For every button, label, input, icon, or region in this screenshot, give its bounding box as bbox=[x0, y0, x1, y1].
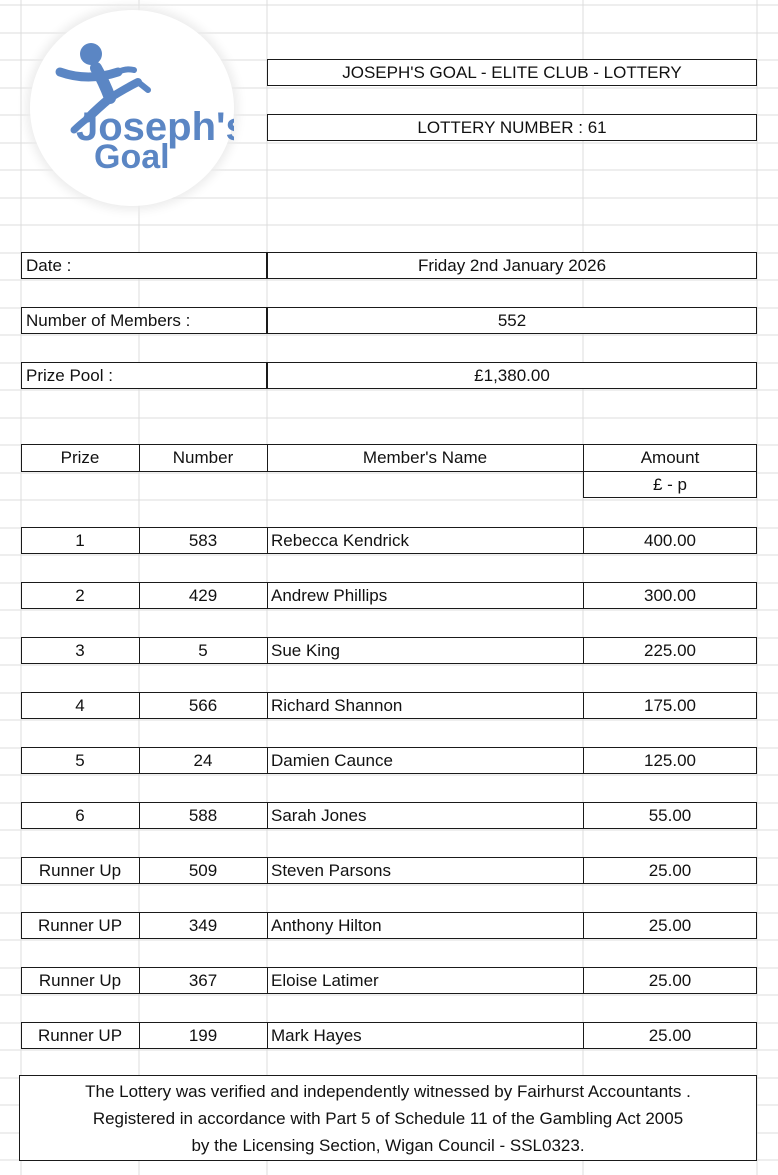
number-cell: 199 bbox=[188, 1025, 218, 1045]
prize-cell: 2 bbox=[75, 585, 85, 605]
amount-cell: 225.00 bbox=[644, 640, 696, 660]
amount-cell: 25.00 bbox=[648, 915, 692, 935]
amount-cell: 175.00 bbox=[644, 695, 696, 715]
verification-footer bbox=[19, 1075, 757, 1161]
prize-pool-label: Prize Pool : bbox=[21, 362, 267, 389]
member-name-cell: Eloise Latimer bbox=[271, 970, 379, 990]
prize-cell: Runner UP bbox=[37, 915, 123, 935]
amount-cell: 125.00 bbox=[644, 750, 696, 770]
footer-line-3: by the Licensing Section, Wigan Council - SSL0323. bbox=[191, 1135, 585, 1155]
number-cell: 583 bbox=[188, 530, 218, 550]
members-label: Number of Members : bbox=[21, 307, 267, 334]
header-prize: Prize bbox=[60, 448, 100, 467]
lottery-title: JOSEPH'S GOAL - ELITE CLUB - LOTTERY bbox=[267, 59, 757, 86]
number-cell: 509 bbox=[188, 860, 218, 880]
prize-cell: Runner UP bbox=[37, 1025, 123, 1045]
amount-cell: 25.00 bbox=[648, 860, 692, 880]
prize-cell: 4 bbox=[75, 695, 85, 715]
amount-cell: 55.00 bbox=[648, 805, 692, 825]
member-name-cell: Sarah Jones bbox=[271, 805, 367, 825]
member-name-cell: Andrew Phillips bbox=[271, 585, 388, 605]
prize-cell: Runner Up bbox=[38, 860, 122, 880]
number-cell: 566 bbox=[188, 695, 218, 715]
footer-line-1: The Lottery was verified and independently witnessed by Fairhurst Accountants . bbox=[85, 1081, 691, 1101]
prize-pool-value: £1,380.00 bbox=[267, 362, 757, 389]
date-label: Date : bbox=[21, 252, 267, 279]
lottery-number: LOTTERY NUMBER : 61 bbox=[267, 114, 757, 141]
member-name-cell: Mark Hayes bbox=[271, 1025, 362, 1045]
member-name-cell: Sue King bbox=[271, 640, 340, 660]
amount-cell: 25.00 bbox=[648, 970, 692, 990]
header-member-name: Member's Name bbox=[362, 448, 488, 467]
number-cell: 588 bbox=[188, 805, 218, 825]
currency-subheader: £ - p bbox=[583, 471, 757, 498]
logo-word-josephs: Joseph's bbox=[76, 105, 234, 149]
prize-cell: Runner Up bbox=[38, 970, 122, 990]
member-name-cell: Rebecca Kendrick bbox=[271, 530, 409, 550]
number-cell: 24 bbox=[193, 750, 213, 770]
header-amount: Amount bbox=[640, 448, 700, 467]
amount-cell: 300.00 bbox=[644, 585, 696, 605]
number-cell: 429 bbox=[188, 585, 218, 605]
prize-cell: 6 bbox=[75, 805, 85, 825]
prize-cell: 3 bbox=[75, 640, 85, 660]
josephs-goal-logo bbox=[30, 10, 234, 206]
running-figure-icon bbox=[30, 10, 234, 206]
member-name-cell: Anthony Hilton bbox=[271, 915, 382, 935]
prize-cell: 1 bbox=[75, 530, 85, 550]
date-value: Friday 2nd January 2026 bbox=[267, 252, 757, 279]
number-cell: 5 bbox=[198, 640, 208, 660]
logo-word-goal: Goal bbox=[94, 138, 170, 176]
footer-line-2: Registered in accordance with Part 5 of Schedule 11 of the Gambling Act 2005 bbox=[92, 1108, 684, 1128]
amount-cell: 25.00 bbox=[648, 1025, 692, 1045]
prize-cell: 5 bbox=[75, 750, 85, 770]
member-name-cell: Damien Caunce bbox=[271, 750, 393, 770]
members-value: 552 bbox=[267, 307, 757, 334]
member-name-cell: Steven Parsons bbox=[271, 860, 392, 880]
amount-cell: 400.00 bbox=[644, 530, 696, 550]
number-cell: 349 bbox=[188, 915, 218, 935]
header-number: Number bbox=[172, 448, 234, 467]
member-name-cell: Richard Shannon bbox=[271, 695, 403, 715]
number-cell: 367 bbox=[188, 970, 218, 990]
